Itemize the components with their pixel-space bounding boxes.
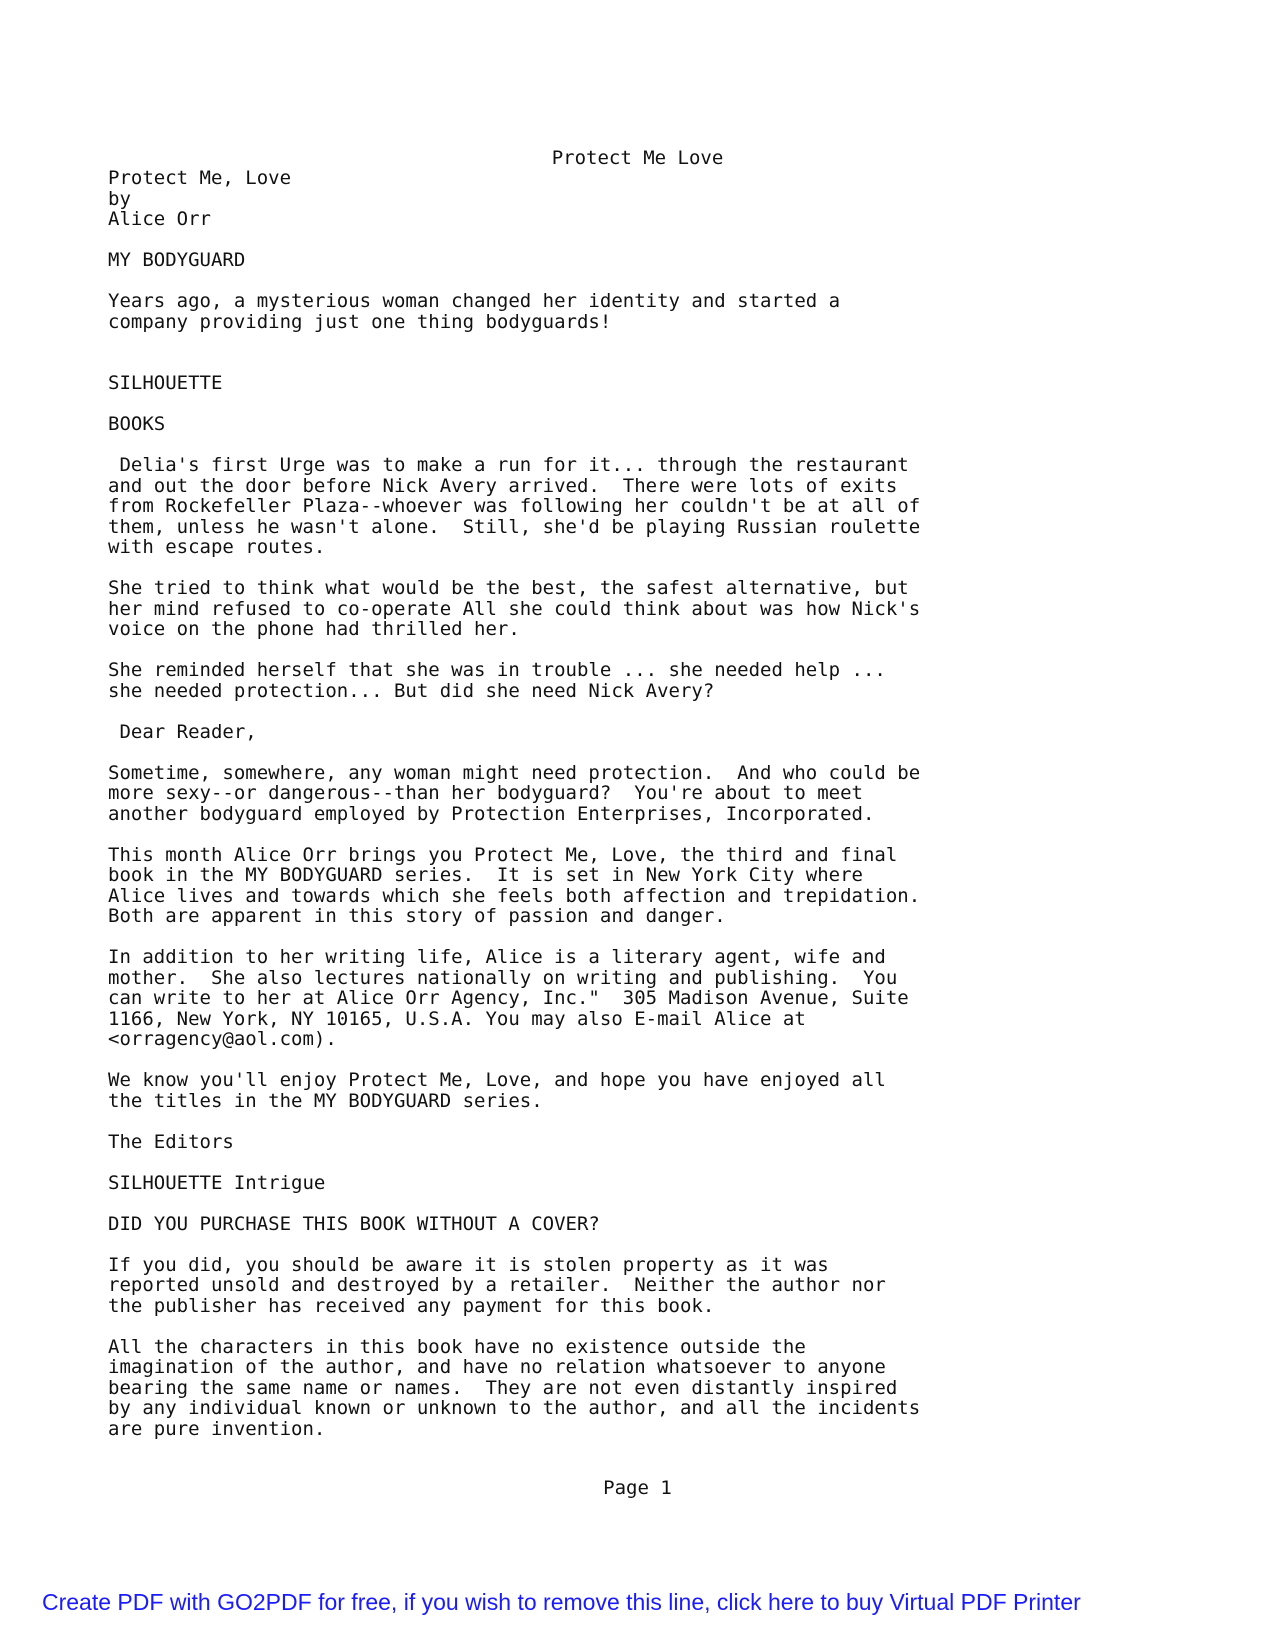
excerpt-paragraph: Delia's first Urge was to make a run for it... through the restaurant and out the door before Nick Avery arrived. There were lots of exits from Rockefeller Plaza--whoever was following her couldn't be at all of them, unless he wasn't alone. Still, she'd be playing Russian roulette with escape routes. (108, 454, 921, 558)
letter-paragraph: In addition to her writing life, Alice is a literary agent, wife and mother. She also lectures nationally on writing and publishing. You can write to her at Alice Orr Agency, Inc." 305 Madison Avenue, Suite 1166, New York, NY 10165, U.S.A. You may also E-mail Alice at <orragency@aol.com). (108, 946, 909, 1050)
letter-salutation: Dear Reader, (108, 720, 257, 743)
disclaimer-paragraph: All the characters in this book have no existence outside the imagination of the author, and have no relation whatsoever to anyone bearing the same name or names. They are not even distantly inspired by any individual known or unknown to the author, and all the incidents are pure invention. (108, 1335, 921, 1440)
letter-paragraph: We know you'll enjoy Protect Me, Love, and hope you have enjoyed all the titles in the MY BODYGUARD series. (108, 1069, 886, 1112)
series-heading: MY BODYGUARD (108, 249, 246, 271)
letter-signature: The Editors (108, 1130, 234, 1153)
go2pdf-promo-link[interactable]: Create PDF with GO2PDF for free, if you wish to remove this line, click here to buy Virtual PDF Printer (42, 1589, 1081, 1615)
cover-notice-paragraph: If you did, you should be aware it is stolen property as it was reported unsold and destroyed by a retailer. Neither the author nor the publisher has received any payment for this book. (108, 1253, 886, 1317)
document-header-title: Protect Me Love (551, 147, 724, 169)
document-body (108, 168, 1158, 1460)
letter-paragraph: Sometime, somewhere, any woman might need protection. And who could be more sexy--or dangerous--than her bodyguard? You're about to meet another bodyguard employed by Protection Enterprises, Incorporated. (108, 761, 921, 825)
series-blurb: Years ago, a mysterious woman changed her identity and started a company providing just one thing bodyguards! (108, 290, 841, 333)
cover-notice-heading: DID YOU PURCHASE THIS BOOK WITHOUT A COVER? (108, 1212, 600, 1235)
excerpt-paragraph: She reminded herself that she was in trouble ... she needed help ... she needed protection... But did she need Nick Avery? (108, 659, 886, 702)
imprint-line: SILHOUETTE Intrigue (108, 1171, 326, 1194)
publisher-line-books: BOOKS (108, 413, 166, 435)
title-block: Protect Me, Love by Alice Orr (108, 167, 292, 230)
page-number: Page 1 (603, 1477, 672, 1499)
excerpt-paragraph: She tried to think what would be the best, the safest alternative, but her mind refused to co-operate All she could think about was how Nick's voice on the phone had thrilled her. (108, 577, 921, 640)
publisher-line: SILHOUETTE (108, 372, 223, 394)
letter-paragraph: This month Alice Orr brings you Protect Me, Love, the third and final book in the MY BODYGUARD series. It is set in New York City where Alice lives and towards which she feels both affection and trepidation. Both are apparent in this story of passion and danger. (108, 843, 921, 927)
